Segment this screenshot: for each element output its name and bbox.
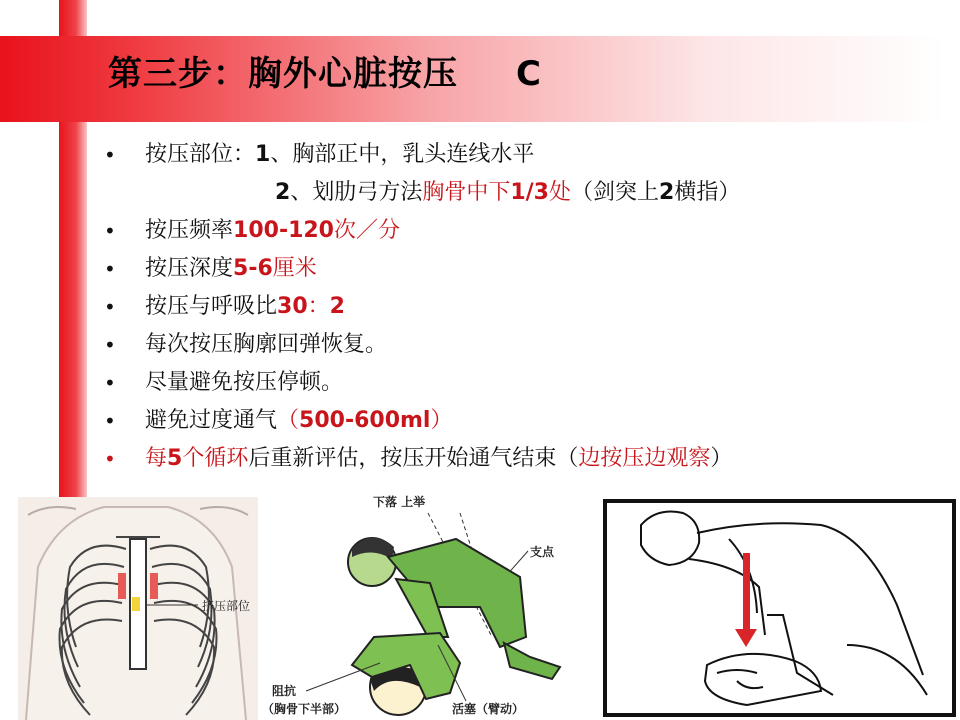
bullet-dot: • <box>104 219 116 243</box>
bullet-text: 尽量避免按压停顿。 <box>145 370 344 395</box>
diagram-label-down-up: 下落 上举 <box>373 495 426 509</box>
diagram-label-piston: 活塞（臂动） <box>452 702 525 716</box>
bullet-text: 按压频率 <box>145 218 234 243</box>
bullet-text: 个循环 <box>182 446 249 471</box>
bullet-dot: • <box>104 333 116 357</box>
bullet-item <box>100 136 740 174</box>
bullet-text: 每次按压胸廓回弹恢复。 <box>145 332 388 357</box>
bullet-text: 2 <box>329 294 345 319</box>
bullet-text: （剑突上 <box>571 180 660 205</box>
bullet-text: 按压深度 <box>145 256 234 281</box>
bullet-text: 按压部位： <box>145 142 256 167</box>
title-letter: C <box>516 54 542 94</box>
bullet-text: 胸骨中下 <box>422 180 511 205</box>
bullet-dot: • <box>104 371 116 395</box>
bullet-text: ： <box>307 294 330 319</box>
bullet-dot: • <box>104 447 116 471</box>
bullet-text: 5-6 <box>233 256 273 281</box>
ribcage-label: 挤压部位 <box>202 599 251 613</box>
bullet-item <box>100 402 740 440</box>
bullet-dot: • <box>104 257 116 281</box>
diagram-label-resist: 阻抗 <box>272 684 297 698</box>
bullet-text: 避免过度通气 <box>145 408 278 433</box>
bullet-text: 厘米 <box>272 256 317 281</box>
bullet-text: 边按压边观察 <box>578 446 711 471</box>
bullet-text: 、胸部正中，乳头连线水平 <box>270 142 535 167</box>
bullet-text: 按压与呼吸比 <box>145 294 278 319</box>
bullet-text: 5 <box>167 446 183 471</box>
bullet-text: 处 <box>549 180 572 205</box>
diagram-label-resist-sub: （胸骨下半部） <box>262 702 347 716</box>
bullet-item <box>100 174 740 212</box>
bullet-dot: • <box>104 295 116 319</box>
bullet-text: 次／分 <box>334 218 401 243</box>
bullet-text: 后重新评估，按压开始通气结束（ <box>248 446 579 471</box>
bullet-item <box>100 440 740 478</box>
diagram-label-fulcrum: 支点 <box>530 545 555 559</box>
slide-title <box>108 46 542 102</box>
bullet-item <box>100 364 740 402</box>
ribcage-image <box>18 497 258 720</box>
bullet-item <box>100 212 740 250</box>
bullet-dot: • <box>104 409 116 433</box>
bullet-item <box>100 288 740 326</box>
bullet-text: 横指） <box>674 180 741 205</box>
bullet-text: 2 <box>275 180 291 205</box>
bullet-list <box>100 136 740 478</box>
bullet-text: 500-600ml <box>299 408 431 433</box>
bullet-text: 30 <box>277 294 308 319</box>
bullet-text: 2 <box>659 180 675 205</box>
bullet-text: ） <box>430 408 453 433</box>
bullet-text: （ <box>277 408 300 433</box>
bullet-text: 100-120 <box>233 218 334 243</box>
cpr-diagram-image <box>260 487 580 720</box>
bullet-item <box>100 326 740 364</box>
bullet-text: 每 <box>145 446 168 471</box>
bullet-item <box>100 250 740 288</box>
bullet-text: 1/3 <box>510 180 549 205</box>
bullet-dot: • <box>104 143 116 167</box>
bullet-text: 、划肋弓方法 <box>290 180 423 205</box>
bullet-text: ） <box>710 446 733 471</box>
bullet-text: 1 <box>255 142 271 167</box>
cpr-drawing-image <box>597 495 960 720</box>
title-main: 第三步：胸外心脏按压 <box>108 54 458 94</box>
